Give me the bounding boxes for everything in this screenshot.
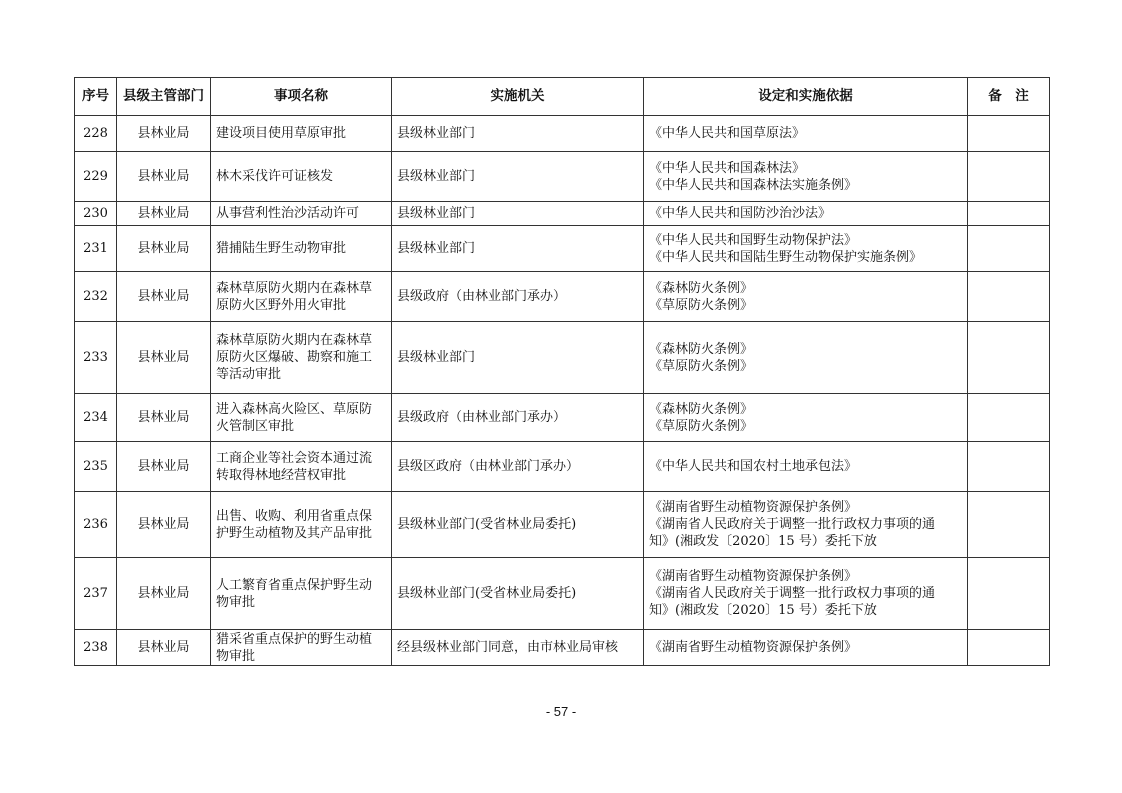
table-body <box>75 116 1050 666</box>
basis-line: 《森林防火条例》 <box>649 280 754 296</box>
basis-line: 《中华人民共和国防沙治沙法》 <box>649 206 832 221</box>
cell-item <box>211 322 392 394</box>
cell-basis <box>644 116 968 152</box>
cell-seq: 230 <box>75 202 117 226</box>
cell-item <box>211 226 392 272</box>
basis-line: 《湖南省人民政府关于调整一批行政权力事项的通 <box>649 517 936 532</box>
cell-agency: 县级林业部门 <box>392 202 644 226</box>
cell-agency: 县级林业部门(受省林业局委托) <box>392 558 644 630</box>
item-text: 从事营利性治沙活动许可 <box>216 206 360 221</box>
table-row <box>75 442 1050 492</box>
header-agency: 实施机关 <box>392 78 644 116</box>
cell-basis <box>644 630 968 666</box>
cell-note <box>968 116 1050 152</box>
cell-item <box>211 558 392 630</box>
basis-line: 《中华人民共和国草原法》 <box>649 126 806 141</box>
basis-line: 《中华人民共和国农村土地承包法》 <box>649 459 858 474</box>
item-text: 森林草原防火期内在森林草原防火区野外用火审批 <box>216 280 373 313</box>
cell-seq: 234 <box>75 394 117 442</box>
basis-line: 《草原防火条例》 <box>649 297 754 313</box>
cell-note <box>968 630 1050 666</box>
cell-dept: 县林业局 <box>117 202 211 226</box>
basis-line: 《湖南省野生动植物资源保护条例》 <box>649 569 858 584</box>
header-seq: 序号 <box>75 78 117 116</box>
item-text: 森林草原防火期内在森林草原防火区爆破、勘察和施工等活动审批 <box>216 333 373 382</box>
basis-line: 《中华人民共和国陆生野生动物保护实施条例》 <box>649 249 923 265</box>
cell-seq: 228 <box>75 116 117 152</box>
cell-basis <box>644 558 968 630</box>
item-text: 猎采省重点保护的野生动植物审批 <box>216 631 373 664</box>
table-row <box>75 202 1050 226</box>
table-row <box>75 116 1050 152</box>
table-row <box>75 492 1050 558</box>
cell-item <box>211 630 392 666</box>
permit-table <box>74 77 1050 666</box>
basis-line: 《草原防火条例》 <box>649 358 754 374</box>
basis-line: 《中华人民共和国野生动物保护法》 <box>649 232 858 248</box>
cell-agency: 县级林业部门 <box>392 322 644 394</box>
table-row <box>75 394 1050 442</box>
cell-note <box>968 322 1050 394</box>
cell-item <box>211 202 392 226</box>
cell-dept: 县林业局 <box>117 226 211 272</box>
header-item: 事项名称 <box>211 78 392 116</box>
cell-agency: 经县级林业部门同意，由市林业局审核 <box>392 630 644 666</box>
table-row <box>75 152 1050 202</box>
item-text: 进入森林高火险区、草原防火管制区审批 <box>216 401 373 434</box>
cell-agency: 县级政府（由林业部门承办） <box>392 272 644 322</box>
basis-line: 《湖南省人民政府关于调整一批行政权力事项的通 <box>649 586 936 601</box>
cell-agency: 县级林业部门 <box>392 116 644 152</box>
basis-line: 《中华人民共和国森林法实施条例》 <box>649 177 858 193</box>
cell-seq: 232 <box>75 272 117 322</box>
basis-line: 知》(湘政发〔2020〕15 号）委托下放 <box>649 603 877 618</box>
item-text: 林木采伐许可证核发 <box>216 169 334 184</box>
cell-item <box>211 116 392 152</box>
cell-note <box>968 202 1050 226</box>
cell-dept: 县林业局 <box>117 322 211 394</box>
cell-note <box>968 226 1050 272</box>
header-note: 备 注 <box>968 78 1050 116</box>
cell-dept: 县林业局 <box>117 492 211 558</box>
basis-line: 《草原防火条例》 <box>649 418 754 434</box>
cell-item <box>211 492 392 558</box>
cell-seq: 237 <box>75 558 117 630</box>
cell-item <box>211 152 392 202</box>
cell-item <box>211 272 392 322</box>
item-text: 出售、收购、利用省重点保护野生动植物及其产品审批 <box>216 508 373 541</box>
cell-seq: 229 <box>75 152 117 202</box>
cell-basis <box>644 442 968 492</box>
cell-basis <box>644 226 968 272</box>
cell-item <box>211 394 392 442</box>
cell-note <box>968 272 1050 322</box>
item-text: 工商企业等社会资本通过流转取得林地经营权审批 <box>216 450 373 483</box>
cell-agency: 县级林业部门 <box>392 152 644 202</box>
table-row <box>75 630 1050 666</box>
cell-agency: 县级林业部门 <box>392 226 644 272</box>
cell-dept: 县林业局 <box>117 630 211 666</box>
cell-seq: 236 <box>75 492 117 558</box>
cell-seq: 231 <box>75 226 117 272</box>
cell-basis <box>644 152 968 202</box>
cell-dept: 县林业局 <box>117 394 211 442</box>
item-text: 猎捕陆生野生动物审批 <box>216 241 347 256</box>
cell-note <box>968 394 1050 442</box>
table-row <box>75 272 1050 322</box>
table-row <box>75 322 1050 394</box>
header-row <box>75 78 1050 116</box>
cell-note <box>968 152 1050 202</box>
basis-line: 《湖南省野生动植物资源保护条例》 <box>649 640 858 655</box>
cell-seq: 235 <box>75 442 117 492</box>
cell-agency: 县级政府（由林业部门承办） <box>392 394 644 442</box>
basis-line: 知》(湘政发〔2020〕15 号）委托下放 <box>649 534 877 549</box>
cell-note <box>968 442 1050 492</box>
basis-line: 《森林防火条例》 <box>649 341 754 357</box>
cell-basis <box>644 394 968 442</box>
cell-dept: 县林业局 <box>117 272 211 322</box>
cell-basis <box>644 322 968 394</box>
cell-dept: 县林业局 <box>117 116 211 152</box>
cell-agency: 县级林业部门(受省林业局委托) <box>392 492 644 558</box>
table-row <box>75 558 1050 630</box>
cell-basis <box>644 202 968 226</box>
cell-dept: 县林业局 <box>117 558 211 630</box>
cell-seq: 238 <box>75 630 117 666</box>
item-text: 建设项目使用草原审批 <box>216 126 347 141</box>
cell-seq: 233 <box>75 322 117 394</box>
cell-note <box>968 492 1050 558</box>
table-row <box>75 226 1050 272</box>
cell-basis <box>644 272 968 322</box>
cell-dept: 县林业局 <box>117 152 211 202</box>
item-text: 人工繁育省重点保护野生动物审批 <box>216 577 373 610</box>
cell-basis <box>644 492 968 558</box>
header-dept: 县级主管部门 <box>117 78 211 116</box>
basis-line: 《森林防火条例》 <box>649 401 754 417</box>
cell-item <box>211 442 392 492</box>
cell-agency: 县级区政府（由林业部门承办） <box>392 442 644 492</box>
cell-note <box>968 558 1050 630</box>
page-number: - 57 - <box>545 704 577 719</box>
basis-line: 《湖南省野生动植物资源保护条例》 <box>649 500 858 515</box>
header-basis: 设定和实施依据 <box>644 78 968 116</box>
basis-line: 《中华人民共和国森林法》 <box>649 160 806 176</box>
cell-dept: 县林业局 <box>117 442 211 492</box>
